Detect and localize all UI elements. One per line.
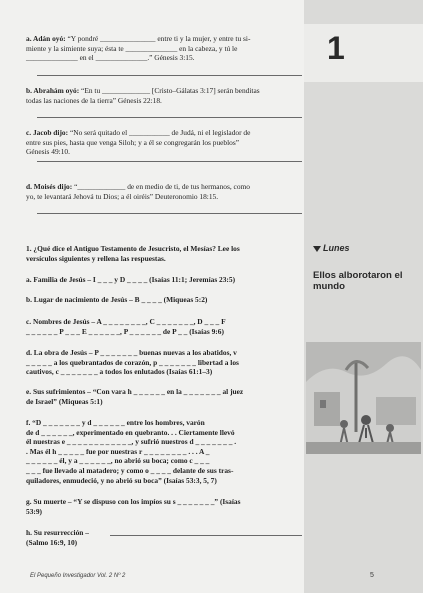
item-text: b. Lugar de nacimiento de Jesús – B _ _ _ _ (Miqueas 5:2) xyxy=(26,295,208,304)
question-text: miente y la simiente suya; ésta te ______________ en la cabeza, y tú le xyxy=(26,43,238,53)
question-c xyxy=(26,128,302,157)
question-line xyxy=(26,34,302,44)
item-text: _ _ _ fue llevado al matadero; y como o _ _ _ _ delante de sus tras- xyxy=(26,465,234,475)
question-label: c. Jacob dijo: xyxy=(26,128,69,137)
triangle-icon xyxy=(313,246,321,252)
item-e xyxy=(26,387,302,406)
item-text: de d _ _ _ _ _ _, experimentado en quebranto. . . Ciertamente llevó xyxy=(26,427,235,437)
item-text: . Mas él h _ _ _ _ _ fue por nuestras r _ _ _ _ _ _ _ _ . . . A _ xyxy=(26,446,210,456)
answer-line xyxy=(110,535,302,536)
item-text: él nuestras e _ _ _ _ _ _ _ _ _ _ _ _, y sufrió nuestros d _ _ _ _ _ _ _ . xyxy=(26,437,237,447)
question-label: b. Abrahám oyó: xyxy=(26,86,80,95)
item-text: _ _ _ _ _ _ P _ _ _ E _ _ _ _ _ _, P _ _ _ _ _ _ de P _ _ (Isaías 9:6) xyxy=(26,326,224,336)
question-text: “_____________ de en medio de ti, de tus hermanos, como xyxy=(74,182,250,191)
answer-line xyxy=(37,117,302,118)
chapter-number: 1 xyxy=(327,30,345,66)
item-a xyxy=(26,275,302,285)
illustration xyxy=(306,342,421,454)
question-label: a. Adán oyó: xyxy=(26,34,66,43)
item-text: de Israel” (Miqueas 5:1) xyxy=(26,396,103,406)
question-text: todas las naciones de la tierra” Génesis 22:18. xyxy=(26,95,162,105)
item-text: 53:9) xyxy=(26,506,43,516)
item-text: a. Familia de Jesús – I _ _ _ y D _ _ _ _ (Isaías 11:1; Jeremías 23:5) xyxy=(26,275,236,284)
question-text: “Y pondré _______________ entre ti y la mujer, y entre tu si- xyxy=(67,34,251,43)
item-b xyxy=(26,295,302,305)
intro-text: 1. ¿Qué dice el Antiguo Testamento de Jesucristo, el Mesías? Lee los xyxy=(26,244,240,253)
footer-text: El Pequeño Investigador Vol. 2 Nº 2 xyxy=(30,573,126,579)
page-number: 5 xyxy=(370,572,374,579)
answer-line xyxy=(37,161,302,162)
item-text: d. La obra de Jesús – P _ _ _ _ _ _ _ buenas nuevas a los abatidos, v xyxy=(26,348,237,357)
item-text: h. Su resurrección – xyxy=(26,528,89,537)
question-text: “No será quitado el ___________ de Judá, ni el legislador de xyxy=(69,128,251,137)
question-a xyxy=(26,34,302,63)
section-intro xyxy=(26,244,302,263)
item-text: (Salmo 16:9, 10) xyxy=(26,537,78,547)
question-text: yo, te levantará Jehová tu Dios; a él oiréis” Deuteronomio 18:15. xyxy=(26,191,219,201)
item-text: e. Sus sufrimientos – “Con vara h _ _ _ _ _ _ en la _ _ _ _ _ _ _ al juez xyxy=(26,387,244,396)
question-text: “En tu _____________ [Cristo–Gálatas 3:17] serán benditas xyxy=(81,86,260,95)
item-text: cautivos, c _ _ _ _ _ _ _ a todos los enlutados (Isaías 61:1–3) xyxy=(26,367,213,377)
lesson-title: Ellos alborotaron el mundo xyxy=(313,270,403,292)
illustration-image xyxy=(306,342,421,454)
question-text: Génesis 49:10. xyxy=(26,147,70,157)
item-text: c. Nombres de Jesús – A _ _ _ _ _ _ _ _, C _ _ _ _ _ _ _, D _ _ _ F xyxy=(26,317,226,326)
question-d xyxy=(26,182,302,201)
item-c xyxy=(26,317,302,336)
item-h xyxy=(26,528,302,547)
item-text: _ _ _ _ _ _ él, y a _ _ _ _ _ _, no abrió su boca; como c _ _ _ xyxy=(26,456,210,466)
chapter-number-box xyxy=(304,24,423,82)
answer-line xyxy=(37,213,302,214)
question-label: d. Moisés dijo: xyxy=(26,182,73,191)
sidebar-panel xyxy=(304,0,423,593)
item-d xyxy=(26,348,302,377)
day-heading xyxy=(313,243,350,253)
question-b xyxy=(26,86,302,105)
question-text: ______________ en el ______________.” Génesis 3:15. xyxy=(26,53,195,63)
item-text: _ _ _ _ _ a los quebrantados de corazón, p _ _ _ _ _ _ _ libertad a los xyxy=(26,357,239,367)
item-text: g. Su muerte – “Y se dispuso con los impíos su s _ _ _ _ _ _ _” (Isaías xyxy=(26,497,241,506)
day-label: Lunes xyxy=(323,243,350,253)
intro-text: versículos siguientes y rellena las respuestas. xyxy=(26,253,166,263)
question-text: entre sus pies, hasta que venga Siloh; y a él se congregarán los pueblos” xyxy=(26,137,240,147)
item-text: f. “D _ _ _ _ _ _ _ y d _ _ _ _ _ _ entre los hombres, varón xyxy=(26,418,205,427)
item-g xyxy=(26,497,302,516)
item-text: quiladores, enmudeció, y no abrió su boca” (Isaías 53:3, 5, 7) xyxy=(26,475,217,485)
item-f xyxy=(26,418,302,485)
answer-line xyxy=(37,75,302,76)
